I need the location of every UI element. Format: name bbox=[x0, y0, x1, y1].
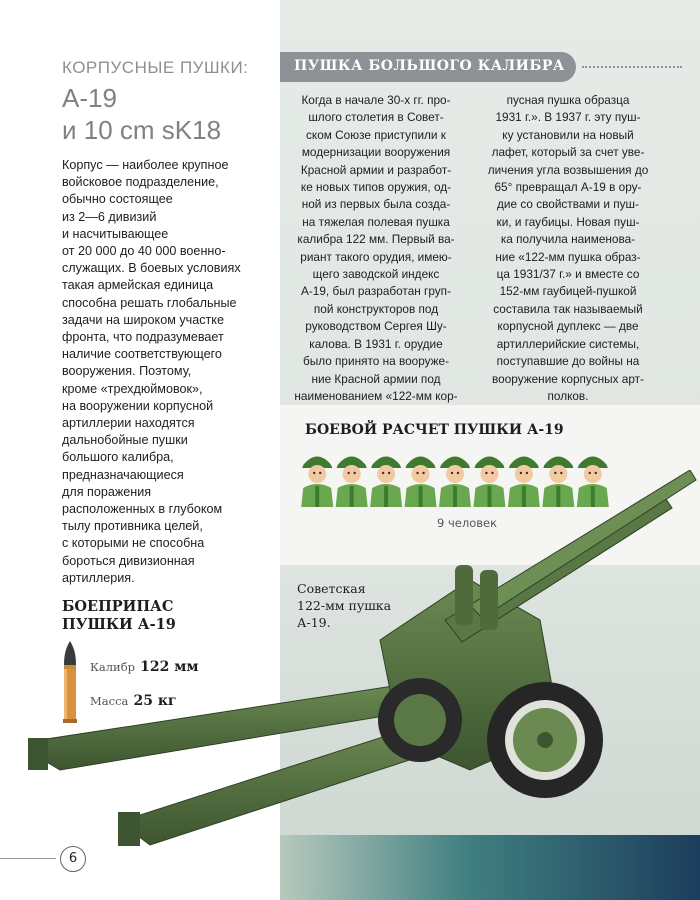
article-line: корпусной дуплекс — две bbox=[497, 319, 639, 334]
article-line: калибра 122 мм. Первый ва- bbox=[297, 232, 455, 247]
intro-line: такая армейская единица bbox=[62, 278, 214, 293]
intro-line: бороться дивизионная bbox=[62, 553, 195, 568]
page-number-line bbox=[0, 858, 56, 859]
article-line: риант такого орудия, имею- bbox=[300, 249, 452, 264]
article-line: артиллерийские системы, bbox=[496, 336, 640, 351]
article-line: на тяжелая полевая пушка bbox=[302, 214, 450, 229]
caliber-label: Калибр bbox=[90, 660, 136, 674]
crew-caption: 9 человек bbox=[437, 516, 498, 530]
intro-line: и насчитывающее bbox=[62, 226, 169, 241]
article-line: модернизации вооружения bbox=[301, 145, 451, 160]
article-line: ной из первых была созда- bbox=[301, 197, 451, 212]
caliber-value: 122 мм bbox=[140, 659, 199, 675]
intro-line: дальнобойные пушки bbox=[62, 433, 188, 448]
gun-caption bbox=[297, 580, 391, 631]
article-line: Когда в начале 30-х гг. про- bbox=[301, 93, 451, 107]
crew-heading: БОЕВОЙ РАСЧЕТ ПУШКИ А-19 bbox=[305, 422, 564, 438]
article-line: вооружение корпусных арт- bbox=[492, 371, 644, 386]
article-line: поступавшие до войны на bbox=[496, 354, 640, 369]
intro-line: тылу противника целей, bbox=[62, 519, 203, 534]
article-line: полков. bbox=[547, 388, 589, 403]
gun-caption-line-1: Советская bbox=[297, 581, 366, 596]
article-line: 1931 г.». В 1937 г. эту пуш- bbox=[495, 110, 641, 125]
article-line: пусная пушка образца bbox=[506, 93, 630, 107]
article-line: ки, и гаубицы. Новая пуш- bbox=[496, 214, 640, 229]
intro-line: вооружения. Поэтому, bbox=[62, 364, 192, 379]
article-line: ка получила наименова- bbox=[500, 232, 636, 247]
gun-caption-line-3: А-19. bbox=[297, 615, 331, 630]
gun-caption-line-2: 122-мм пушка bbox=[297, 598, 392, 613]
article-line: 152-мм гаубицей-пушкой bbox=[499, 284, 637, 299]
article-line: руководством Сергея Шу- bbox=[305, 319, 447, 334]
mass-label: Масса bbox=[90, 694, 129, 708]
dotted-divider bbox=[582, 66, 682, 68]
intro-line: обычно состоящее bbox=[62, 192, 173, 207]
article-line: ца 1931/37 г.» и вместе со bbox=[496, 267, 640, 282]
article-line: щего заводской индекс bbox=[312, 267, 440, 282]
article-line: ку установили на новый bbox=[502, 127, 634, 142]
intro-line: задачи на широком участке bbox=[62, 312, 224, 327]
intro-line: с которыми не способна bbox=[62, 536, 205, 551]
page-title bbox=[62, 82, 221, 146]
intro-line: предназначающиеся bbox=[62, 467, 184, 482]
page-number: 6 bbox=[60, 846, 86, 872]
artillery-gun-illustration bbox=[0, 470, 700, 870]
intro-line: наличие соответствующего bbox=[62, 347, 222, 362]
intro-line: для поражения bbox=[62, 484, 152, 499]
article-line: личения угла возвышения до bbox=[487, 162, 649, 177]
intro-line: расположенных в глубоком bbox=[62, 502, 223, 517]
article-line: 65° превращал А-19 в ору- bbox=[494, 180, 642, 195]
article-column-1 bbox=[286, 92, 466, 405]
intro-line: на вооружении корпусной bbox=[62, 398, 214, 413]
article-line: А-19, был разработан груп- bbox=[300, 284, 452, 299]
article-line: шлого столетия в Совет- bbox=[308, 110, 444, 125]
title-line-1: А-19 bbox=[62, 83, 117, 113]
article-line: ском Союзе приступили к bbox=[306, 127, 446, 142]
ammo-heading-line-1: БОЕПРИПАС bbox=[62, 598, 174, 615]
intro-line: артиллерия. bbox=[62, 570, 135, 585]
ammo-heading-line-2: ПУШКИ А-19 bbox=[62, 616, 176, 633]
article-column-2 bbox=[478, 92, 658, 405]
intro-line: служащих. В боевых условиях bbox=[62, 261, 241, 276]
article-line: наименованием «122-мм кор- bbox=[294, 388, 458, 403]
intro-line: большого калибра, bbox=[62, 450, 174, 465]
article-line: Красной армии и разработ- bbox=[300, 162, 452, 177]
article-line: ке новых типов оружия, од- bbox=[300, 180, 452, 195]
intro-line: из 2—6 дивизий bbox=[62, 209, 157, 224]
intro-line: способна решать глобальные bbox=[62, 295, 237, 310]
article-line: было принято на вооруже- bbox=[302, 354, 450, 369]
article-line: калова. В 1931 г. орудие bbox=[309, 336, 443, 351]
article-line: ние «122-мм пушка образ- bbox=[495, 249, 641, 264]
section-heading: ПУШКА БОЛЬШОГО КАЛИБРА bbox=[294, 58, 565, 74]
section-heading-label bbox=[280, 52, 576, 82]
mass-value: 25 кг bbox=[133, 693, 177, 709]
article-line: лафет, который за счет уве- bbox=[491, 145, 645, 160]
article-line: ние Красной армии под bbox=[311, 371, 441, 386]
page-supertitle: КОРПУСНЫЕ ПУШКИ: bbox=[62, 58, 249, 77]
intro-line: фронта, что подразумевает bbox=[62, 330, 224, 345]
intro-line: кроме «трехдюймовок», bbox=[62, 381, 203, 396]
intro-line: Корпус — наиболее крупное bbox=[62, 158, 229, 172]
intro-line: войсковое подразделение, bbox=[62, 175, 219, 190]
intro-line: артиллерии находятся bbox=[62, 416, 195, 431]
intro-line: от 20 000 до 40 000 военно- bbox=[62, 244, 226, 259]
article-line: дие со свойствами и пуш- bbox=[497, 197, 639, 212]
title-line-2: и 10 cm sK18 bbox=[62, 115, 222, 145]
article-line: пой конструкторов под bbox=[313, 301, 439, 316]
article-line: составила так называемый bbox=[493, 301, 643, 316]
